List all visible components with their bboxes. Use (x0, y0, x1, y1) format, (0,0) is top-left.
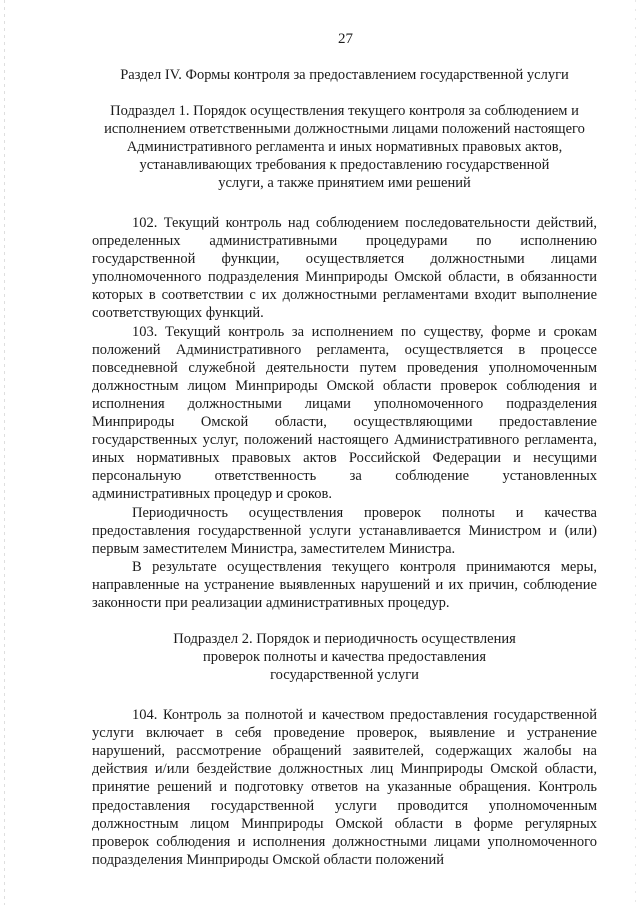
paragraph-104: 104. Контроль за полнотой и качеством предоставления государственной услуги включает в себя проведение проверок, выявление и устранение нарушений, рассмотрение обращений заявителей, содержащих жалобы на действия и/или бездействие должностных лиц Минприроды Омской области, принятие решений и подготовку ответов на указанные обращения. Контроль предоставления государственной услуги проводится уполномоченным должностным лицом Минприроды Омской области в форме регулярных проверок соблюдения и исполнения должностными лицами уполномоченного подразделения Минприроды Омской области положений (92, 707, 597, 868)
page-number: 27 (338, 31, 353, 47)
subsection-1-title-line: исполнением ответственными должностными лицами положений настоящего (104, 121, 585, 137)
subsection-2-title-line: Подраздел 2. Порядок и периодичность осуществления (173, 631, 516, 648)
subsection-1-title-line: устанавливающих требования к предоставлению государственной (139, 157, 550, 173)
subsection-2-title (92, 630, 597, 684)
scan-edge-right (635, 0, 636, 905)
subsection-2-title-line: проверок полноты и качества предоставления (203, 649, 486, 666)
paragraph-103: 103. Текущий контроль за исполнением по существу, форме и срокам положений Административного регламента, осуществляется в процессе повседневной служебной деятельности путем проведения уполномоченным должностным лицом Минприроды Омской области проверок соблюдения и исполнения должностными лицами уполномоченного подразделения Минприроды Омской области, осуществляющими предоставление государственных услуг, положений настоящего Административного регламента, иных нормативных правовых актов Российской Федерации и несущими персональную ответственность за соблюдение установленных административных процедур и сроков. (92, 323, 597, 503)
paragraph-results: В результате осуществления текущего контроля принимаются меры, направленные на устранение выявленных нарушений и их причин, соблюдение законности при реализации административных процедур. (92, 558, 597, 611)
subsection-1-title-line: Административного регламента и иных нормативных правовых актов, (126, 139, 563, 155)
section-title: Раздел IV. Формы контроля за предоставлением государственной услуги (120, 67, 569, 83)
paragraph-102: 102. Текущий контроль над соблюдением последовательности действий, определенных административными процедурами по исполнению государственной функции, осуществляется должностными лицами уполномоченного подразделения Минприроды Омской области, в обязанности которых в соответствии с их должностными регламентами входит выполнение соответствующих функций. (92, 215, 597, 322)
subsection-1-title-line: Подраздел 1. Порядок осуществления текущего контроля за соблюдением и (110, 103, 579, 119)
paragraph-periodicity: Периодичность осуществления проверок полноты и качества предоставления государственной услуги устанавливается Министром и (или) первым заместителем Министра, заместителем Министра. (92, 504, 597, 557)
subsection-1-title-line: услуги, а также принятием ими решений (218, 175, 471, 191)
page-content (92, 30, 597, 869)
subsection-1-title (92, 102, 597, 192)
subsection-2-title-line: государственной услуги (270, 667, 419, 684)
scan-edge-left (4, 0, 5, 905)
